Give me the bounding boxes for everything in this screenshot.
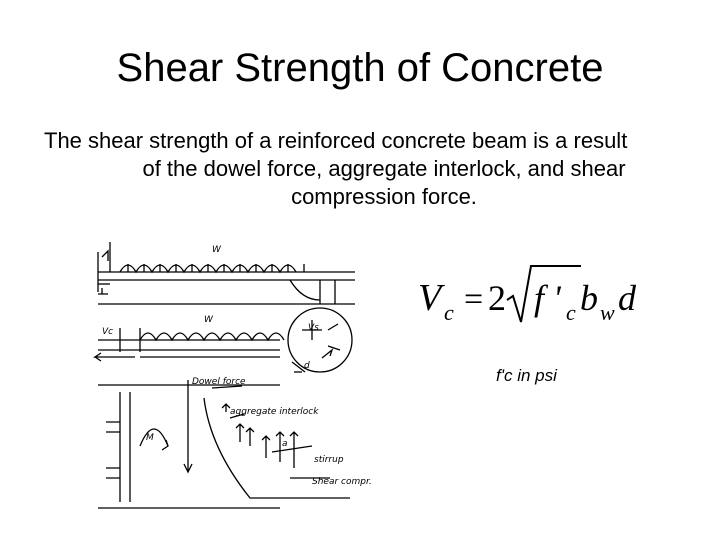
diagram-label-w-mid: W — [204, 315, 213, 325]
formula-coefficient: 2 — [488, 278, 506, 318]
diagram-label-vs: Vs — [308, 323, 319, 333]
diagram-label-d: d — [304, 361, 310, 371]
diagram-label-m: M — [146, 433, 154, 443]
formula-f: f ' — [534, 278, 561, 318]
top-beam-sketch — [98, 242, 355, 304]
slide-title: Shear Strength of Concrete — [116, 46, 604, 90]
beam-shear-diagram — [80, 232, 372, 512]
diagram-label-shear-compr: Shear compr. — [312, 477, 372, 487]
diagram-label-stirrup: stirrup — [314, 455, 344, 465]
formula-b: b — [580, 278, 598, 318]
middle-beam-sketch — [95, 308, 352, 372]
slide-body-text — [44, 127, 688, 211]
diagram-label-a: a — [282, 439, 288, 449]
diagram-label-dowel: Dowel force — [192, 377, 246, 387]
formula-v: V — [418, 277, 442, 319]
formula-b-sub: w — [600, 300, 615, 325]
diagram-label-w-top: W — [212, 245, 221, 255]
formula-equals: = — [464, 281, 484, 318]
body-first-line: The shear strength of a reinforced concrete beam is a result — [44, 128, 628, 153]
formula-v-sub: c — [444, 300, 454, 325]
formula-f-sub: c — [566, 300, 576, 325]
diagram-label-aggregate: aggregate interlock — [230, 407, 319, 417]
body-rest: of the dowel force, aggregate interlock, and shear compression force. — [142, 156, 626, 209]
diagram-label-vc: Vc — [102, 327, 114, 337]
units-note: f'c in psi — [496, 366, 557, 385]
bottom-fbd-sketch — [98, 380, 350, 508]
shear-formula — [414, 262, 644, 332]
formula-d: d — [618, 278, 636, 318]
